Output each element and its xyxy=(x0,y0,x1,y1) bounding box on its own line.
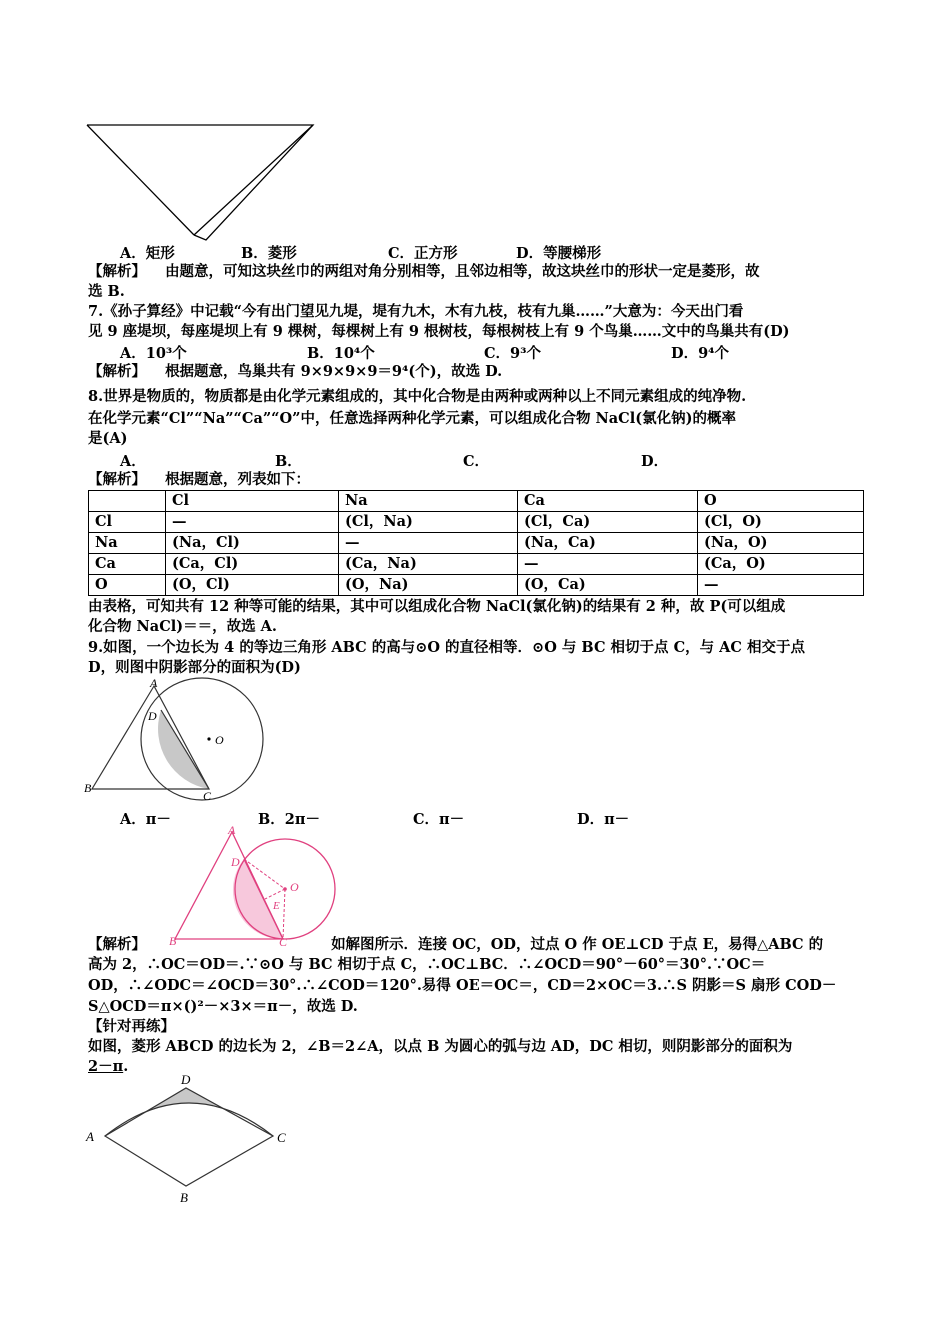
label-c: C xyxy=(203,789,212,803)
table-cell xyxy=(89,491,166,512)
q6-analysis xyxy=(88,262,760,282)
rhombus-label-b: B xyxy=(180,1190,188,1205)
q9-option-b: B．2π－ xyxy=(258,811,320,828)
q7-stem-line2: 见 9 座堤坝，每座堤坝上有 9 棵树，每棵树上有 9 根树枝，每根树枝上有 9 个鸟巢……文中的鸟巢共有(D) xyxy=(88,323,790,340)
table-cell: — xyxy=(166,512,339,533)
q6-analysis-line2: 选 B. xyxy=(88,283,125,300)
q8-stem-line1: 8.世界是物质的，物质都是由化学元素组成的，其中化合物是由两种或两种以上不同元素组成的纯净物. xyxy=(88,388,747,405)
rhombus-label-c: C xyxy=(277,1130,286,1145)
q7-stem-line1: 7.《孙子算经》中记载“今有出门望见九堤，堤有九木，木有九枝，枝有九巢……”大意为：今天出门看 xyxy=(88,303,744,320)
practice-title: 【针对再练】 xyxy=(88,1018,175,1035)
table-cell: (O，Na) xyxy=(339,575,518,596)
q9-option-a: A．π－ xyxy=(120,811,171,828)
table-cell: Ca xyxy=(89,554,166,575)
table-cell: — xyxy=(518,554,698,575)
q8-conclusion-line2: 化合物 NaCl)＝＝，故选 A. xyxy=(88,618,277,635)
practice-rhombus-figure xyxy=(84,1072,299,1207)
q7-analysis xyxy=(88,362,502,382)
scarf-edge xyxy=(87,125,194,235)
solution-label-c: C xyxy=(279,935,288,949)
practice-answer-end: . xyxy=(123,1058,129,1075)
q8-analysis xyxy=(88,470,310,490)
q8-stem-line3: 是(A) xyxy=(88,430,128,447)
table-row xyxy=(89,533,864,554)
q7-option-c: C．9³个 xyxy=(484,345,541,362)
analysis-text: 由题意，可知这块丝巾的两组对角分别相等，且邻边相等，故这块丝巾的形状一定是菱形，故 xyxy=(165,263,760,280)
q8-conclusion-line1: 由表格，可知共有 12 种等可能的结果，其中可以组成化合物 NaCl(氯化钠)的结果有 2 种，故 P(可以组成 xyxy=(88,598,786,615)
q9-analysis-line4: S△OCD＝π×()²－×3×＝π－，故选 D. xyxy=(88,998,358,1015)
practice-stem: 如图，菱形 ABCD 的边长为 2，∠B＝2∠A，以点 B 为圆心的弧与边 AD，DC 相切，则阴影部分的面积为 xyxy=(88,1038,793,1055)
q6-option-a: A．矩形 xyxy=(120,245,175,262)
analysis-label: 【解析】 xyxy=(88,263,146,280)
q9-stem-line1: 9.如图，一个边长为 4 的等边三角形 ABC 的高与⊙O 的直径相等．⊙O 与 BC 相切于点 C，与 AC 相交于点 xyxy=(88,639,806,656)
table-cell: (Na，Ca) xyxy=(518,533,698,554)
rhombus-label-a: A xyxy=(86,1129,94,1144)
solution-label-b: B xyxy=(169,934,177,948)
table-cell: (Cl，Na) xyxy=(339,512,518,533)
solution-label-e: E xyxy=(273,900,280,912)
practice-answer: 2－π xyxy=(88,1058,124,1075)
table-cell: (O，Ca) xyxy=(518,575,698,596)
table-cell: Ca xyxy=(518,491,698,512)
table-row xyxy=(89,575,864,596)
tangent-arc xyxy=(105,1103,273,1136)
segment-oe xyxy=(265,889,285,899)
table-header-row xyxy=(89,491,864,512)
analysis-text: 如解图所示．连接 OC，OD，过点 O 作 OE⊥CD 于点 E，易得△ABC 的 xyxy=(331,936,824,953)
table-cell: (Ca，Cl) xyxy=(166,554,339,575)
table-cell: (O，Cl) xyxy=(166,575,339,596)
table-cell: (Na，O) xyxy=(698,533,864,554)
q7-option-d: D．9⁴个 xyxy=(671,345,730,362)
segment-oc xyxy=(283,889,285,939)
table-cell: O xyxy=(698,491,864,512)
analysis-label: 【解析】 xyxy=(88,936,146,953)
analysis-label: 【解析】 xyxy=(88,363,146,380)
label-b: B xyxy=(84,781,92,795)
q8-option-d: D． xyxy=(641,453,669,470)
scarf-outline xyxy=(87,125,313,240)
q9-solution-figure xyxy=(168,823,338,949)
q9-analysis-line3: OD，∴∠ODC＝∠OCD＝30°.∴∠COD＝120°.易得 OE＝OC＝，CD＝2×OC＝3.∴S 阴影＝S 扇形 COD－ xyxy=(88,977,837,994)
table-cell: Na xyxy=(339,491,518,512)
analysis-text: 根据题意，列表如下： xyxy=(165,471,311,488)
table-cell: O xyxy=(89,575,166,596)
table-cell: (Na，Cl) xyxy=(166,533,339,554)
label-o: O xyxy=(215,733,224,747)
table-cell: (Cl，O) xyxy=(698,512,864,533)
solution-label-d: D xyxy=(231,855,240,869)
table-cell: (Ca，Na) xyxy=(339,554,518,575)
label-a: A xyxy=(150,676,158,690)
table-cell: Na xyxy=(89,533,166,554)
element-pair-table xyxy=(88,490,864,596)
q6-option-d: D．等腰梯形 xyxy=(516,245,602,262)
table-cell: Cl xyxy=(166,491,339,512)
q9-figure xyxy=(82,678,272,803)
q8-option-a: A． xyxy=(120,453,146,470)
q7-option-b: B．10⁴个 xyxy=(307,345,375,362)
q6-option-b: B．菱形 xyxy=(241,245,297,262)
center-point xyxy=(207,737,210,740)
q9-analysis-line2: 高为 2，∴OC＝OD＝.∵⊙O 与 BC 相切于点 C，∴OC⊥BC．∴∠OCD＝90°－60°＝30°.∵OC＝ xyxy=(88,956,766,973)
q9-stem-line2: D，则图中阴影部分的面积为(D) xyxy=(88,659,301,676)
q7-option-a: A．10³个 xyxy=(120,345,187,362)
solution-label-a: A xyxy=(228,823,236,837)
table-cell: Cl xyxy=(89,512,166,533)
solution-center-point xyxy=(283,887,287,891)
q6-scarf-figure xyxy=(86,120,326,245)
q8-stem-line2: 在化学元素“Cl”“Na”“Ca”“O”中，任意选择两种化学元素，可以组成化合物 NaCl(氯化钠)的概率 xyxy=(88,410,736,427)
table-cell: (Ca，O) xyxy=(698,554,864,575)
q8-option-b: B． xyxy=(275,453,302,470)
solution-shaded-segment xyxy=(233,859,283,939)
table-row xyxy=(89,512,864,533)
table-row xyxy=(89,554,864,575)
table-cell: — xyxy=(339,533,518,554)
analysis-label: 【解析】 xyxy=(88,471,146,488)
label-d: D xyxy=(148,709,157,723)
q6-option-c: C．正方形 xyxy=(388,245,458,262)
q9-analysis-line1 xyxy=(88,935,823,955)
scarf-fold-edge xyxy=(194,125,313,235)
q9-option-c: C．π－ xyxy=(413,811,465,828)
table-cell: (Cl，Ca) xyxy=(518,512,698,533)
analysis-text: 根据题意，鸟巢共有 9×9×9×9＝9⁴(个)，故选 D. xyxy=(165,363,503,380)
q8-option-c: C． xyxy=(463,453,490,470)
table-cell: — xyxy=(698,575,864,596)
solution-label-o: O xyxy=(290,880,299,894)
q9-option-d: D．π－ xyxy=(577,811,630,828)
rhombus-label-d: D xyxy=(181,1072,191,1087)
